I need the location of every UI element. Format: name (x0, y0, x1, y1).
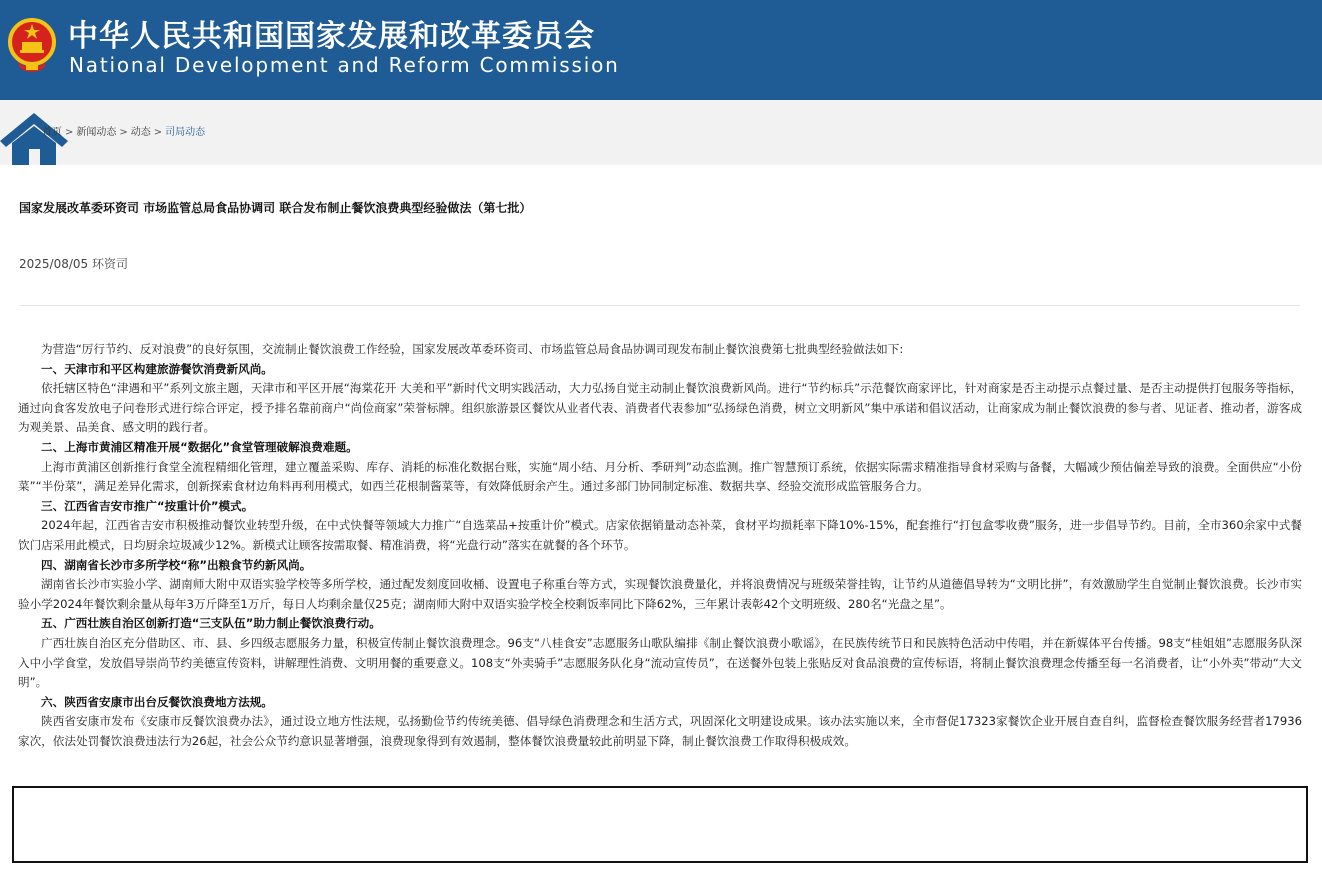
site-title-cn[interactable]: 中华人民共和国国家发展和改革委员会 (68, 19, 595, 54)
section-paragraph: 2024年起，江西省吉安市积极推动餐饮业转型升级，在中式快餐等领域大力推广“自选菜品+按重计价”模式。店家依据销量动态补菜，食材平均损耗率下降10%-15%，配套推行“打包盒零收费”服务，进一步倡导节约。目前，全市360余家中式餐饮门店采用此模式，日均厨余垃圾减少12%。新模式让顾客按需取餐、精准消费，将“光盘行动”落实在就餐的各个环节。 (18, 518, 1302, 552)
section-heading: 六、陕西省安康市出台反餐饮浪费地方法规。 (41, 694, 273, 709)
site-title-en[interactable]: National Development and Reform Commission (69, 53, 620, 77)
section-heading: 一、天津市和平区构建旅游餐饮消费新风尚。 (41, 361, 273, 376)
section-heading: 五、广西壮族自治区创新打造“三支队伍”助力制止餐饮浪费行动。 (41, 616, 381, 631)
section-paragraph: 依托辖区特色“津遇和平”系列文旅主题，天津市和平区开展“海棠花开 大美和平”新时代文明实践活动，大力弘扬自觉主动制止餐饮浪费新风尚。进行“节约标兵”示范餐饮商家评比，针对商家是否主动提示点餐过量、是否主动提供打包服务等指标，通过向食客发放电子问卷形式进行综合评定，授予排名靠前商户“尚俭商家”荣誉标牌。组织旅游景区餐饮从业者代表、消费者代表参加“弘扬绿色消费，树立文明新风”集中承诺和倡议活动，让商家成为制止餐饮浪费的参与者、见证者、推动者，游客成为观美景、品美食、感文明的践行者。 (18, 381, 1302, 435)
section-heading: 四、湖南省长沙市多所学校“称”出粮食节约新风尚。 (41, 557, 312, 572)
article-date: 2025/08/05 (19, 257, 89, 271)
breadcrumb-separator: > (119, 127, 128, 138)
section-paragraph: 广西壮族自治区充分借助区、市、县、乡四级志愿服务力量，积极宣传制止餐饮浪费理念。96支“八桂食安”志愿服务山歌队编排《制止餐饮浪费小歌谣》，在民族传统节日和民族特色活动中传唱，并在新媒体平台传播。98支“桂姐姐”志愿服务队深入中小学食堂，发放倡导崇尚节约美德宣传资料，讲解理性消费、文明用餐的重要意义。108支“外卖骑手”志愿服务队化身“流动宣传员”，在送餐外包装上张贴反对食品浪费的宣传标语，将制止餐饮浪费理念传播至每一名消费者，让“小外卖”带动“大文明”。 (18, 635, 1302, 690)
breadcrumb-separator: > (153, 127, 163, 138)
article-title: 国家发展改革委环资司 市场监管总局食品协调司 联合发布制止餐饮浪费典型经验做法（第七批） (19, 201, 532, 215)
section-paragraph: 陕西省安康市发布《安康市反餐饮浪费办法》，通过设立地方性法规，弘扬勤俭节约传统美德、倡导绿色消费理念和生活方式，巩固深化文明建设成果。该办法实施以来，全市督促17323家餐饮企业开展自查自纠，监督检查餐饮服务经营者17936家次，依法处罚餐饮浪费违法行为26起，社会公众节约意识显著增强，浪费现象得到有效遏制，整体餐饮浪费量较此前明显下降，制止餐饮浪费工作取得积极成效。 (18, 714, 1302, 748)
section-paragraph: 上海市黄浦区创新推行食堂全流程精细化管理，建立覆盖采购、库存、消耗的标准化数据台账，实施“周小结、月分析、季研判”动态监测。推广智慧预订系统，依据实际需求精准指导食材采购与备餐，大幅减少预估偏差导致的浪费。全面供应“小份菜”“半份菜”，满足差异化需求，创新探索食材边角料再利用模式，如西兰花根制酱菜等，有效降低厨余产生。通过多部门协同制定标准、数据共享、经验交流形成监管服务合力。 (18, 459, 1302, 494)
site-header (0, 0, 1322, 100)
breadcrumb-news[interactable]: 新闻动态 (76, 127, 117, 138)
breadcrumb-updates[interactable]: 动态 (130, 127, 151, 138)
breadcrumb-separator: > (65, 127, 74, 138)
breadcrumb-home[interactable]: 首页 (42, 127, 62, 138)
article-source: 环资司 (92, 257, 129, 271)
intro-paragraph: 为营造“厉行节约、反对浪费”的良好氛围，交流制止餐饮浪费工作经验，国家发展改革委环资司、市场监管总局食品协调司现发布制止餐饮浪费第七批典型经验做法如下: (41, 342, 904, 356)
breadcrumb-department-news[interactable]: 司局动态 (165, 127, 206, 138)
divider (19, 305, 1300, 306)
breadcrumb (42, 126, 205, 140)
section-heading: 二、上海市黄浦区精准开展“数据化”食堂管理破解浪费难题。 (41, 439, 358, 454)
article-meta (19, 255, 128, 273)
article-body (18, 340, 1302, 751)
section-paragraph: 湖南省长沙市实验小学、湖南师大附中双语实验学校等多所学校，通过配发刻度回收桶、设置电子称重台等方式，实现餐饮浪费量化，并将浪费情况与班级荣誉挂钩，让节约从道德倡导转为“文明比拼”，有效激励学生自觉制止餐饮浪费。长沙市实验小学2024年餐饮剩余量从每年3万斤降至1万斤，每日人均剩余量仅25克；湖南师大附中双语实验学校全校剩饭率同比下降62%，三年累计表彰42个文明班级、280名“光盘之星”。 (18, 577, 1302, 611)
section-heading: 三、江西省吉安市推广“按重计价”模式。 (41, 498, 254, 513)
national-emblem-icon[interactable] (8, 14, 56, 76)
highlight-box (12, 786, 1308, 863)
